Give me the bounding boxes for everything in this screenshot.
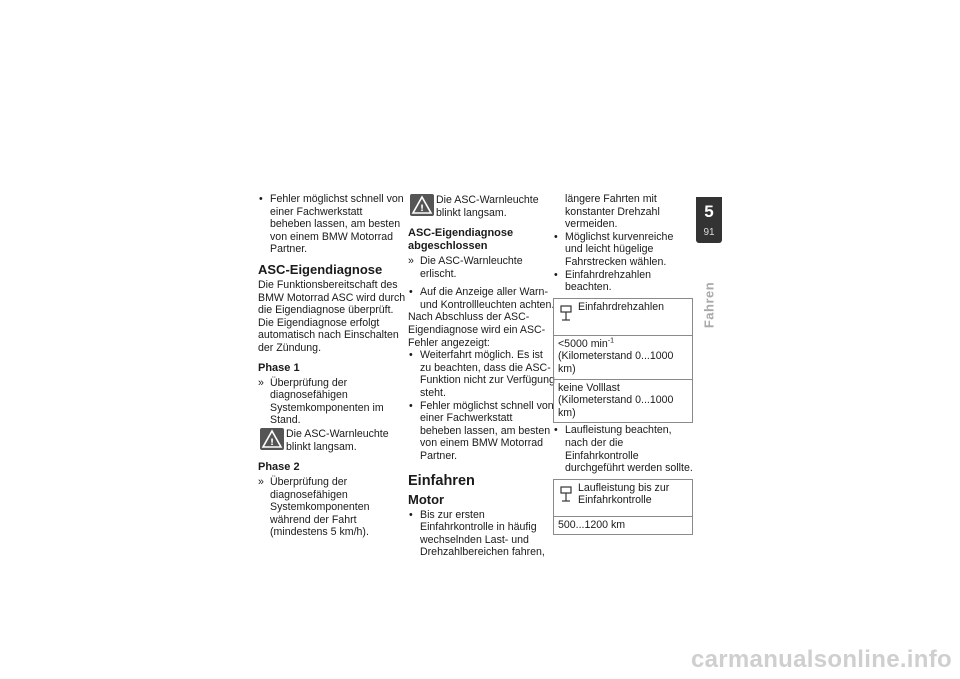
engine-data-icon xyxy=(560,486,572,502)
bullet-weiterfahrt: • Weiterfahrt möglich. Es ist zu beachten, dass die ASC-Funktion nicht zur Verfügung steht. xyxy=(408,349,556,399)
table-row xyxy=(554,335,692,379)
bullet-kurvenreiche-strecken: • Möglichst kurvenreiche und leicht hügelige Fahrstrecken wählen. xyxy=(553,231,693,269)
watermark-footer: carmanualsonline.info xyxy=(690,646,952,673)
heading-phase-2: Phase 2 xyxy=(258,460,300,473)
table-header xyxy=(554,480,692,516)
heading-asc-eigendiagnose: ASC-Eigendiagnose xyxy=(258,261,383,277)
bullet-einfahrdrehzahlen: • Einfahrdrehzahlen beachten. xyxy=(553,269,693,294)
paragraph-intro: Die Funktionsbereitschaft des BMW Motorrad ASC wird durch die Eigendiagnose überprüft. Die Eigendiagnose erfolgt automatisch nach Einschalten der Zündung. xyxy=(258,278,406,354)
step-warnleuchte-erlischt: » Die ASC-Warnleuchte erlischt. xyxy=(408,255,556,280)
row-superscript: -1 xyxy=(607,337,615,345)
chapter-number: 5 xyxy=(704,202,714,221)
step-phase-2: » Überprüfung der diagnosefähigen Systemkomponenten während der Fahrt (mindestens 5 km/h). xyxy=(258,476,406,539)
heading-phase-1: Phase 1 xyxy=(258,361,300,374)
table-einfahrdrehzahlen xyxy=(553,298,693,424)
svg-text:!: ! xyxy=(419,204,425,214)
bullet-laufleistung: • Laufleistung beachten, nach der die Einfahrkontrolle durchgeführt werden sollte. xyxy=(553,424,693,474)
warning-text: Die ASC-Warnleuchte blinkt langsam. xyxy=(286,427,389,453)
row-value-rest: (Kilometerstand 0...1000 km) xyxy=(558,350,674,375)
table-row: keine Volllast (Kilometerstand 0...1000 km) xyxy=(554,379,692,423)
table-header-text: Laufleistung bis zur Einfahrkontrolle xyxy=(578,481,670,507)
warning-triangle-icon xyxy=(260,428,284,450)
bullet-fehler-beheben: • Fehler möglichst schnell von einer Fachwerkstatt beheben lassen, am besten von einem BMW Motorrad Partner. xyxy=(408,400,556,463)
column-2 xyxy=(408,193,556,559)
bullet-einfahrkontrolle: • Bis zur ersten Einfahrkontrolle in häufig wechselnden Last- und Drehzahlbereichen fahren, xyxy=(408,509,556,559)
table-row: 500...1200 km xyxy=(554,516,692,535)
bullet-fehler-beheben: • Fehler möglichst schnell von einer Fachwerkstatt beheben lassen, am besten von einem BMW Motorrad Partner. xyxy=(258,193,406,256)
page-number: 91 xyxy=(703,227,715,238)
continued-text: längere Fahrten mit konstanter Drehzahl vermeiden. xyxy=(565,193,660,231)
chapter-title-vertical xyxy=(693,275,725,335)
column-3 xyxy=(553,193,693,536)
warning-note-phase-1 xyxy=(258,428,406,454)
heading-einfahren: Einfahren xyxy=(408,472,475,489)
paragraph-nach-abschluss: Nach Abschluss der ASC-Eigendiagnose wird ein ASC-Fehler angezeigt: xyxy=(408,311,546,349)
bullet-anzeige-achten: • Auf die Anzeige aller Warn- und Kontrollleuchten achten. xyxy=(408,286,556,311)
warning-note-phase-2 xyxy=(408,194,556,220)
column-1 xyxy=(258,193,406,539)
warning-text: Die ASC-Warnleuchte blinkt langsam. xyxy=(436,194,539,219)
svg-text:!: ! xyxy=(269,437,275,448)
table-laufleistung xyxy=(553,479,693,536)
row-value: <5000 min xyxy=(558,337,608,350)
table-header-text: Einfahrdrehzahlen xyxy=(578,300,664,313)
heading-asc-abgeschlossen: ASC-Eigendiagnose abgeschlossen xyxy=(408,227,514,252)
warning-triangle-icon xyxy=(410,194,434,216)
chapter-tab xyxy=(696,197,722,243)
table-header xyxy=(554,299,692,335)
heading-motor: Motor xyxy=(408,491,445,507)
engine-data-icon xyxy=(560,305,572,321)
chapter-title-text: Fahren xyxy=(701,281,717,329)
step-phase-1: » Überprüfung der diagnosefähigen Systemkomponenten im Stand. xyxy=(258,377,406,427)
